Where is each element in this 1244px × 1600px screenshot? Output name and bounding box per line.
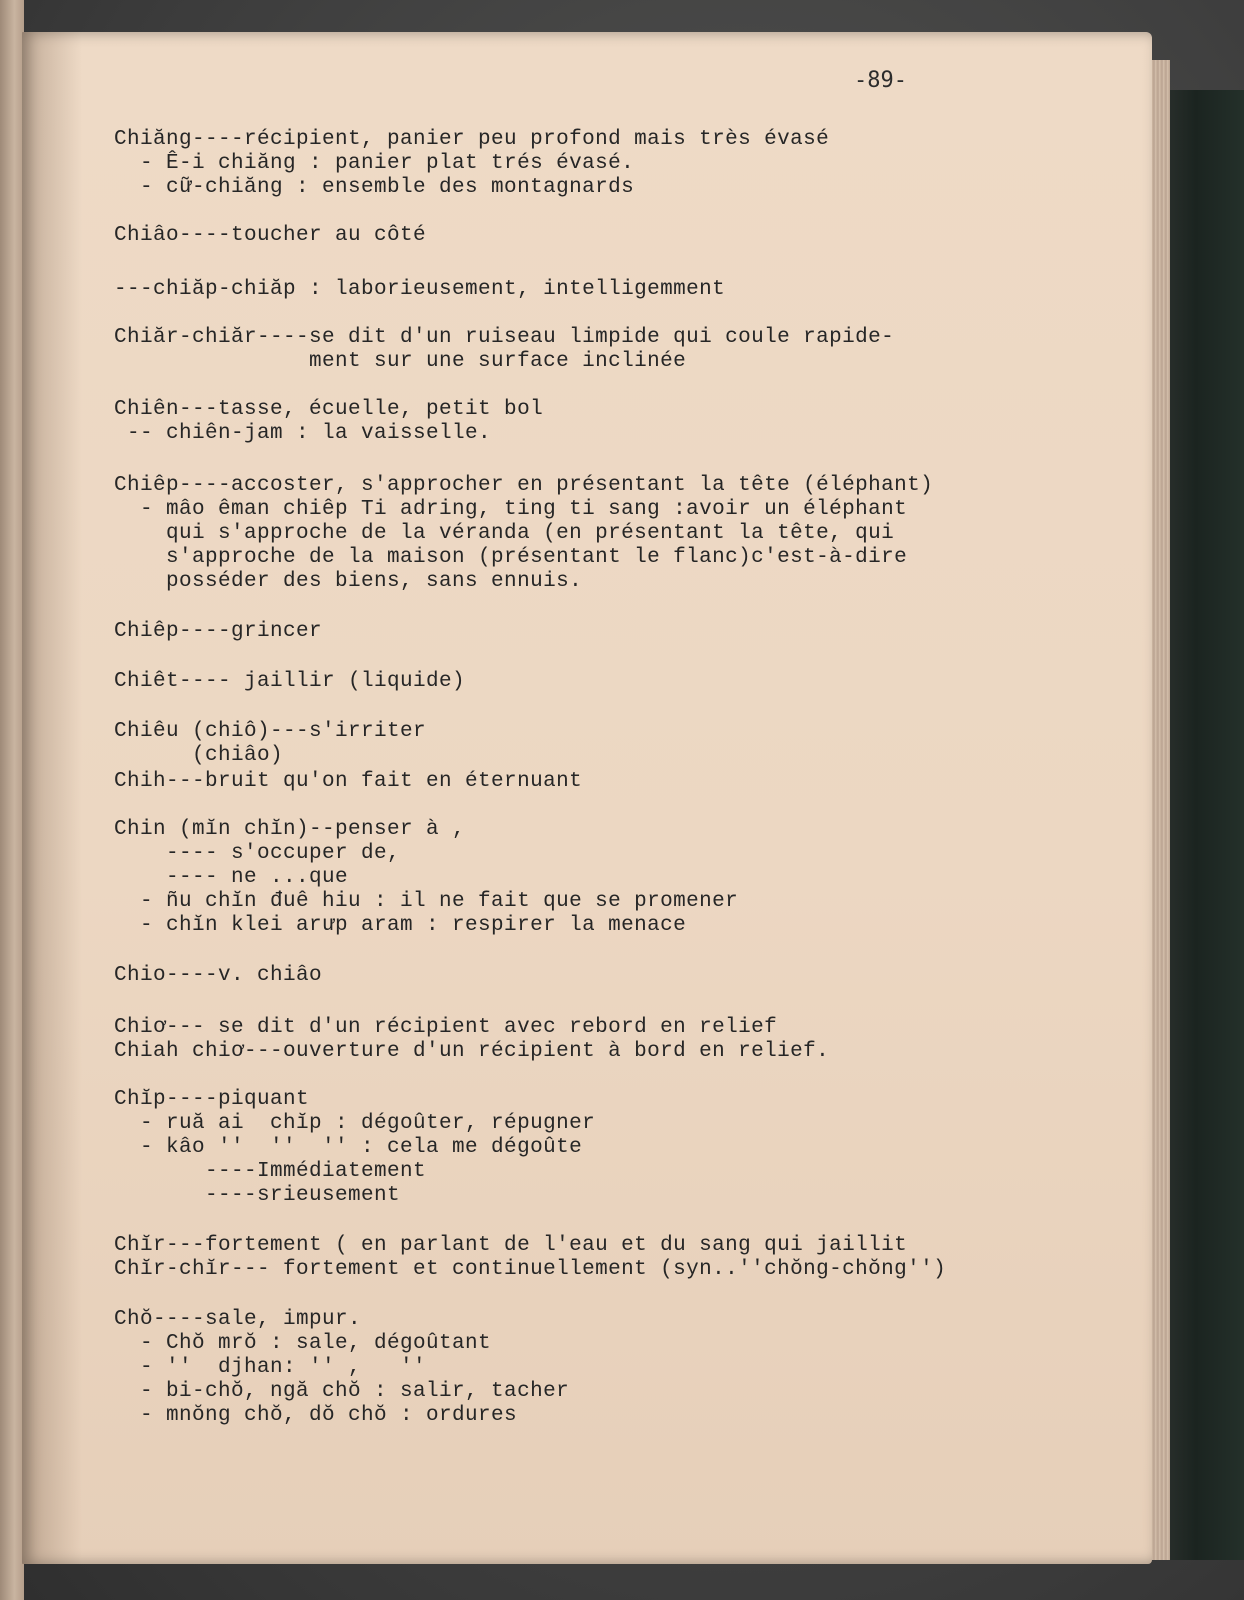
text-line: Chio----v. chiâo [114,964,323,987]
text-line: Chin (mĭn chĭn)--penser à , [114,818,466,841]
text-line: ---- s'occuper de, [114,842,401,865]
text-line: - cữ-chiăng : ensemble des montagnards [114,176,635,199]
text-line: - bi-chŏ, ngă chŏ : salir, tacher [114,1380,570,1403]
text-line: Chĭp----piquant [114,1088,310,1111]
text-line: - ruă ai chĭp : dégoûter, répugner [114,1112,596,1135]
text-line: Chih---bruit qu'on fait en éternuant [114,770,583,793]
text-line: Chiêt---- jaillir (liquide) [114,670,466,693]
text-line: - Ê-i chiăng : panier plat trés évasé. [114,152,635,175]
text-line: Chĭr-chĭr--- fortement et continuellement (syn..''chŏng-chŏng'') [114,1258,947,1281]
text-line: Chiơ--- se dit d'un récipient avec rebord en relief [114,1016,778,1039]
text-line: - mnŏng chŏ, dŏ chŏ : ordures [114,1404,518,1427]
text-line: - kâo '' '' '' : cela me dégoûte [114,1136,583,1159]
text-line: - '' djhan: '' , '' [114,1356,427,1379]
text-line: Chiêu (chiô)---s'irriter [114,720,427,743]
facing-page-edge [0,0,24,1600]
text-line: -- chiên-jam : la vaisselle. [114,422,492,445]
text-line: ---- ne ...que [114,866,349,889]
gutter-shadow [22,32,82,1564]
text-line: Chŏ----sale, impur. [114,1308,362,1331]
text-line: Chiên---tasse, écuelle, petit bol [114,398,544,421]
text-line: ----Immédiatement [114,1160,427,1183]
text-line: Chiăng----récipient, panier peu profond mais très évasé [114,128,830,151]
text-line: posséder des biens, sans ennuis. [114,570,583,593]
text-line: - Chŏ mrŏ : sale, dégoûtant [114,1332,492,1355]
book-cover-edge [1164,90,1244,1560]
text-line: s'approche de la maison (présentant le flanc)c'est-à-dire [114,546,908,569]
text-line: Chiăr-chiăr----se dit d'un ruiseau limpide qui coule rapide- [114,326,895,349]
text-line: - chĭn klei arưp aram : respirer la menace [114,914,687,937]
text-line: - mâo êman chiêp Ti adring, ting ti sang :avoir un éléphant [114,498,908,521]
text-line: Chiêp----grincer [114,620,323,643]
text-line: Chiâo----toucher au côté [114,224,427,247]
text-line: ----srieusement [114,1184,401,1207]
page-number: -89- [854,68,907,93]
text-line: Chiêp----accoster, s'approcher en présentant la tête (éléphant) [114,474,934,497]
text-line: Chĭr---fortement ( en parlant de l'eau et du sang qui jaillit [114,1234,908,1257]
book-page [22,32,1152,1564]
text-line: (chiâo) [114,744,284,767]
text-line: ---chiăp-chiăp : laborieusement, intelligemment [114,278,726,301]
text-line: ment sur une surface inclinée [114,350,687,373]
text-line: qui s'approche de la véranda (en présentant la tête, qui [114,522,895,545]
text-line: - ñu chĭn đuê hiu : il ne fait que se promener [114,890,739,913]
text-line: Chiah chiơ---ouverture d'un récipient à bord en relief. [114,1040,830,1063]
